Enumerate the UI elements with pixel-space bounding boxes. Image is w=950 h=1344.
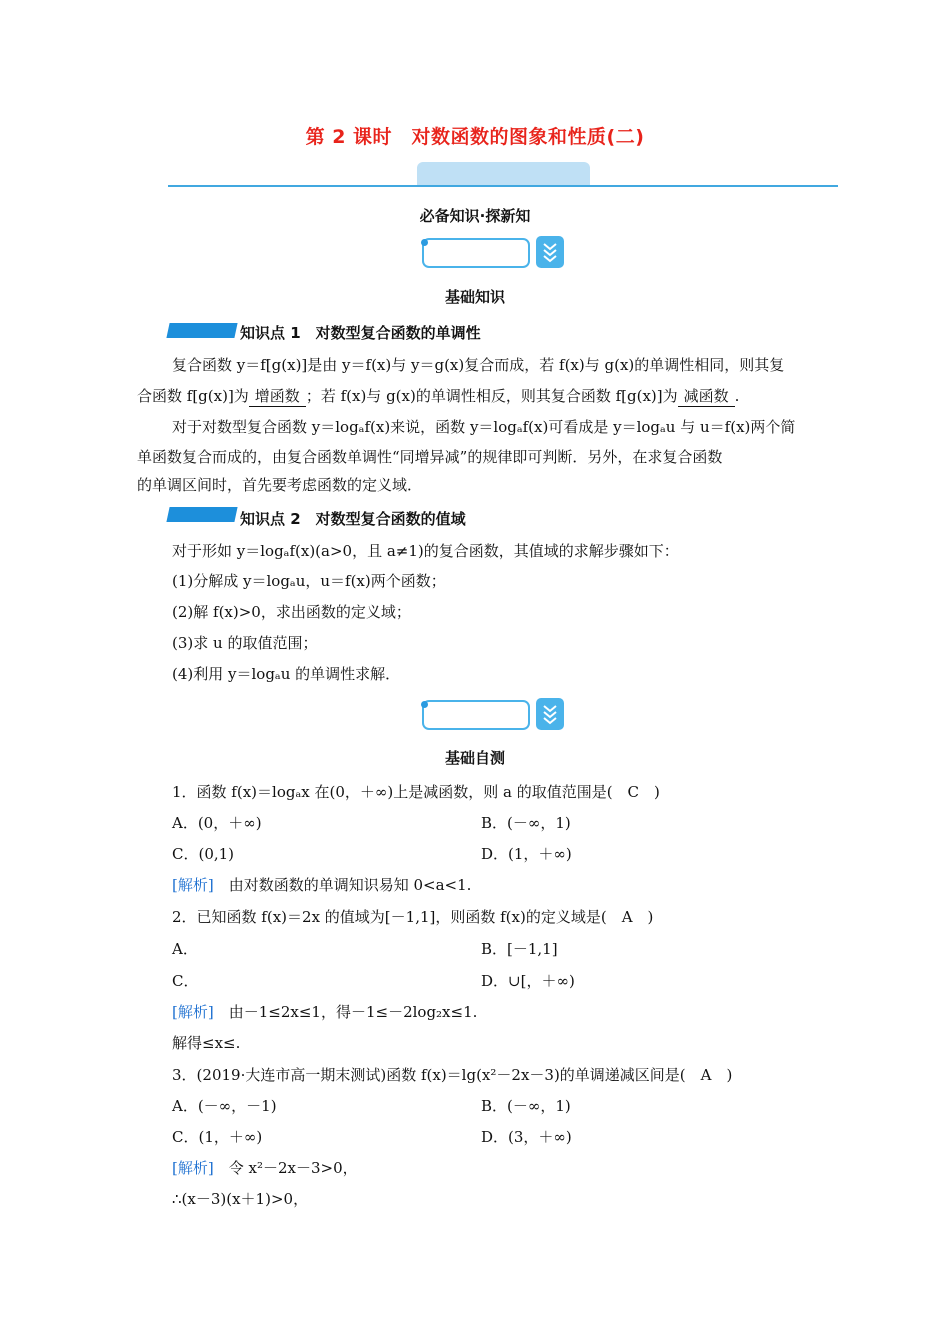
section-badge [422, 236, 567, 272]
q3-stem: 3．(2019·大连市高一期末测试)函数 f(x)＝lg(x²－2x－3)的单调递减区间是( A ) [172, 1066, 733, 1084]
q1-explanation-text: 由对数函数的单调知识易知 0<a<1. [228, 876, 472, 894]
page-title: 第 2 课时 对数函数的图象和性质(二) [305, 126, 645, 148]
answer-blank-1: 增函数 [249, 385, 306, 407]
badge-frame [422, 238, 530, 268]
badge-frame [422, 700, 530, 730]
section-label: 必备知识·探新知 [419, 207, 531, 225]
analysis-tag: [解析] [172, 876, 214, 894]
kp1-line-1 [172, 354, 784, 375]
q1-option-a: A．(0，＋∞) [172, 814, 262, 832]
q1-option-c: C．(0,1) [172, 845, 235, 863]
subhead-basic-knowledge: 基础知识 [444, 288, 505, 306]
subhead-self-test: 基础自测 [444, 749, 505, 767]
q1-stem: 1．函数 f(x)＝logₐx 在(0，＋∞)上是减函数，则 a 的取值范围是( C ) [172, 783, 660, 801]
q2-explanation [172, 1001, 477, 1022]
analysis-tag: [解析] [172, 1003, 214, 1021]
q2-option-a: A． [172, 940, 198, 958]
header-rule [168, 185, 838, 187]
kp1-line-5: 的单调区间时，首先要考虑函数的定义域． [137, 476, 423, 494]
section-badge-2 [422, 698, 567, 734]
answer-blank-2: 减函数 [678, 385, 735, 407]
badge-dot [421, 701, 428, 708]
q3-option-a: A．(－∞，－1) [172, 1097, 277, 1115]
kp2-title: 知识点 2 对数型复合函数的值域 [240, 510, 466, 528]
q2-option-c: C． [172, 972, 199, 990]
kp1-line-4: 单函数复合而成的，由复合函数单调性“同增异减”的规律即可判断．另外，在求复合函数 [137, 448, 723, 466]
q3-explanation-2: ∴(x－3)(x＋1)>0， [172, 1190, 309, 1208]
badge-dot [421, 239, 428, 246]
q3-explanation-text: 令 x²－2x－3>0， [228, 1159, 358, 1177]
header-tab [417, 162, 590, 186]
kp2-line-1: 对于形如 y＝logₐf(x)(a>0，且 a≠1)的复合函数，其值域的求解步骤如下： [172, 542, 679, 560]
kp1-line-1a: 复合函数 [172, 356, 237, 374]
analysis-tag: [解析] [172, 1159, 214, 1177]
q2-explanation-text: 由－1≤2x≤1，得－1≤－2log₂x≤1. [228, 1003, 478, 1021]
q2-stem: 2．已知函数 f(x)＝2x 的值域为[－1,1]，则函数 f(x)的定义域是( A ) [172, 908, 654, 926]
q3-explanation [172, 1157, 358, 1178]
kp1-marker [166, 323, 237, 338]
kp2-step-4: (4)利用 y＝logₐu 的单调性求解． [172, 665, 401, 683]
kp1-title: 知识点 1 对数型复合函数的单调性 [240, 324, 481, 342]
kp2-step-2: (2)解 f(x)>0，求出函数的定义域； [172, 603, 411, 621]
chevron-down-icon [536, 698, 564, 730]
q3-option-d: D．(3，＋∞) [481, 1128, 572, 1146]
kp2-marker [166, 507, 237, 522]
q2-option-b: B．[－1,1] [481, 940, 558, 958]
q3-option-c: C．(1，＋∞) [172, 1128, 263, 1146]
kp1-line-2 [137, 385, 739, 407]
kp1-line-2b: ；若 f(x)与 g(x)的单调性相反，则其复合函数 f[g(x)]为 [305, 387, 678, 405]
kp2-step-1: (1)分解成 y＝logₐu，u＝f(x)两个函数； [172, 572, 446, 590]
q2-explanation-2: 解得≤x≤. [172, 1034, 241, 1052]
kp1-line-2a: 合函数 f[g(x)]为 [137, 387, 249, 405]
q1-explanation [172, 874, 471, 895]
kp1-line-1b: y＝f[g(x)]是由 y＝f(x)与 y＝g(x)复合而成，若 f(x)与 g(x)的单调性相同，则其复 [236, 356, 785, 374]
chevron-down-icon [536, 236, 564, 268]
kp2-step-3: (3)求 u 的取值范围； [172, 634, 318, 652]
q2-option-d: D．∪[，＋∞) [481, 972, 575, 990]
q3-option-b: B．(－∞，1) [481, 1097, 571, 1115]
q1-option-d: D．(1，＋∞) [481, 845, 572, 863]
kp1-line-3: 对于对数型复合函数 y＝logₐf(x)来说，函数 y＝logₐf(x)可看成是 y＝logₐu 与 u＝f(x)两个简 [172, 418, 796, 436]
q1-option-b: B．(－∞，1) [481, 814, 571, 832]
kp1-line-2c: . [734, 387, 740, 405]
